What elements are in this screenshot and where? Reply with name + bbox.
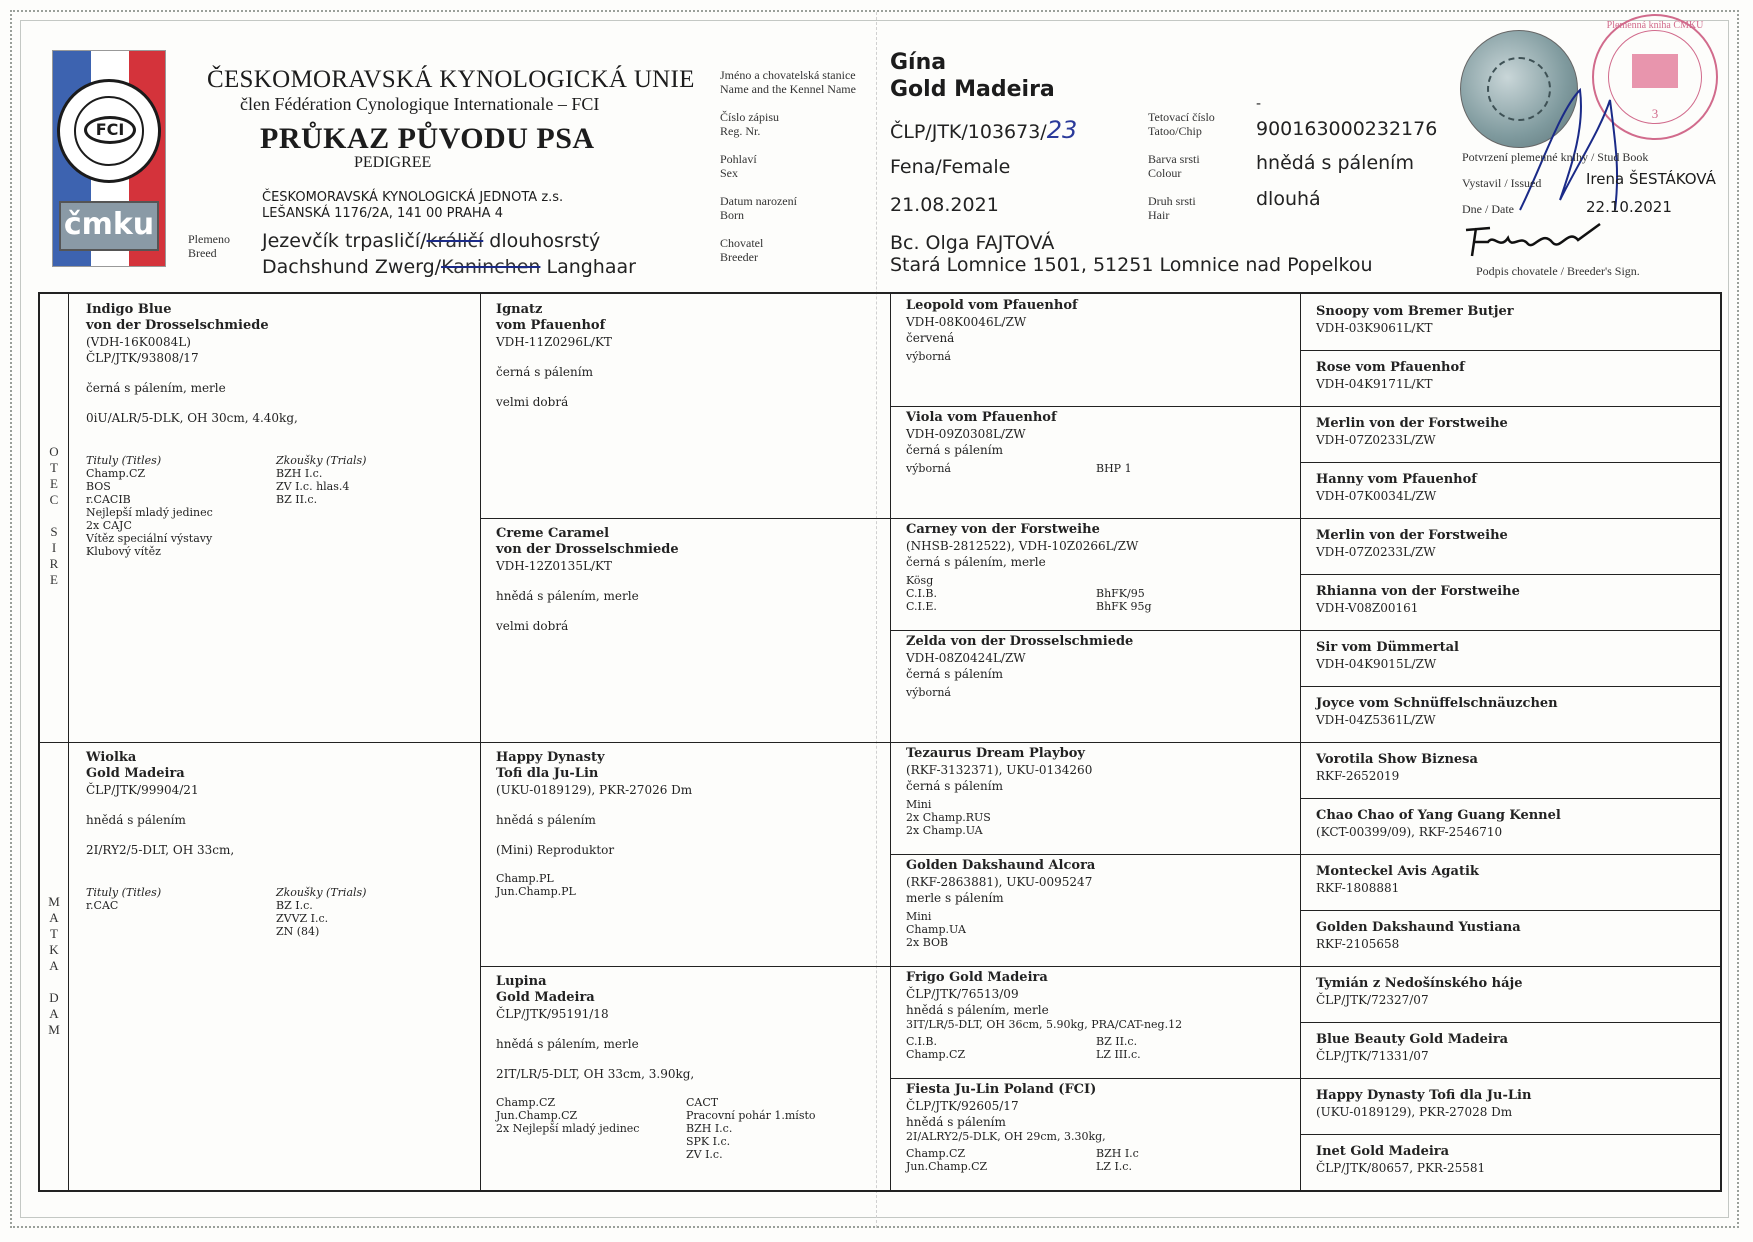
ancestor-name: Rhianna von der Forstweihe [1316, 584, 1520, 599]
award-item: 2x BOB [906, 936, 949, 949]
award-item: Klubový vítěz [86, 545, 161, 558]
hair-label: Druh srsti Hair [1148, 194, 1196, 222]
gen4-ancestor-cell [1316, 304, 1706, 336]
ancestor-colour: černá s pálením [496, 365, 593, 379]
award-item: BZH I.c. [686, 1122, 733, 1135]
great-grandparent-cell [906, 1082, 1286, 1173]
ancestor-info: červená [906, 331, 955, 345]
award-item: ZN (84) [276, 925, 320, 938]
spacer [496, 574, 876, 588]
award-item: ZV I.c. hlas.4 [276, 480, 350, 493]
side-letter: A [49, 1006, 59, 1021]
spacer [496, 1082, 876, 1096]
gen4-ancestor-cell [1316, 808, 1706, 840]
colour-label: Barva srsti Colour [1148, 152, 1200, 180]
side-letter: A [49, 958, 59, 973]
ancestor-rating: velmi dobrá [496, 395, 569, 409]
ancestor-reg: VDH-03K9061L/KT [1316, 321, 1433, 335]
ancestor-info: ČLP/JTK/92605/17 [906, 1099, 1019, 1113]
awards-left [906, 798, 1096, 837]
born-label: Datum narození Born [720, 194, 797, 222]
great-grandparent-cell [906, 522, 1286, 613]
awards-right [1096, 1035, 1286, 1061]
grandparent-cell [496, 974, 876, 1161]
award-item: BHP 1 [1096, 462, 1132, 475]
grandparent-cell [496, 750, 876, 898]
award-item: BhFK 95g [1096, 600, 1152, 613]
side-letter: D [49, 990, 59, 1005]
ancestor-reg: ČLP/JTK/95191/18 [496, 1007, 609, 1021]
ancestor-colour: hnědá s pálením, merle [496, 1037, 639, 1051]
breed-cz: Jezevčík trpasličí/králičí dlouhosrstý [262, 230, 601, 252]
date-value: 22.10.2021 [1586, 198, 1672, 216]
awards-left [906, 910, 1096, 949]
spacer [496, 380, 876, 394]
awards-right [1096, 910, 1286, 949]
sex-value: Fena/Female [890, 156, 1011, 178]
ancestor-colour: hnědá s pálením [496, 813, 596, 827]
awards-left [906, 1147, 1096, 1173]
award-item: Champ.CZ [906, 1147, 966, 1160]
ancestor-name: von der Drosselschmiede [496, 542, 679, 557]
side-letter: E [50, 476, 58, 491]
spacer [496, 858, 876, 872]
ancestor-name: Leopold vom Pfauenhof [906, 298, 1078, 313]
side-letter: O [49, 444, 59, 459]
side-letter [40, 974, 68, 990]
breeder-name: Bc. Olga FAJTOVÁ [890, 232, 1055, 254]
award-item: Mini [906, 798, 932, 811]
sire-side-label [40, 444, 68, 588]
ancestor-name: Monteckel Avis Agatik [1316, 864, 1479, 879]
side-letter: M [48, 894, 60, 909]
dam-cell: Wiolka Gold Madeira ČLP/JTK/99904/21 hnědá s pálením 2I/RY2/5-DLT, OH 33cm, Tituly (Titles) r.CAC Zkoušky (Trials) BZ I.c. ZVVZ I.c. ZN (84) [86, 750, 466, 938]
pedigree-table [38, 292, 1722, 1192]
gen4-ancestor-cell [1316, 864, 1706, 896]
spacer [496, 350, 876, 364]
ancestor-reg: (KCT-00399/09), RKF-2546710 [1316, 825, 1503, 839]
ancestor-awards [906, 1147, 1286, 1173]
awards-right [1096, 686, 1286, 699]
ancestor-reg: VDH-07Z0233L/ZW [1316, 433, 1436, 447]
gen4-ancestor-cell [1316, 752, 1706, 784]
award-item: C.I.B. [906, 587, 937, 600]
awards-left [906, 1035, 1096, 1061]
award-item: BOS [86, 480, 111, 493]
ancestor-awards [496, 1096, 876, 1161]
grandparent-cell [496, 302, 876, 410]
breeder-signature [1460, 220, 1620, 264]
award-item: BZ II.c. [276, 493, 318, 506]
award-item: C.I.E. [906, 600, 937, 613]
grandparent-cell [496, 526, 876, 634]
ancestor-awards [906, 574, 1286, 613]
breed-label: Plemeno Breed [188, 232, 230, 260]
side-letter: M [48, 1022, 60, 1037]
gen4-ancestor-cell [1316, 696, 1706, 728]
doc-subtitle: PEDIGREE [354, 154, 432, 171]
ancestor-name: Viola vom Pfauenhof [906, 410, 1057, 425]
chip-number: 900163000232176 [1256, 118, 1438, 140]
award-item: 2x CAJC [86, 519, 132, 532]
ancestor-awards [496, 872, 876, 898]
ancestor-name: Joyce vom Schnüffelschnäuzchen [1316, 696, 1558, 711]
award-item: Pracovní pohár 1.místo [686, 1109, 816, 1122]
great-grandparent-cell [906, 970, 1286, 1061]
ancestor-name: Fiesta Ju-Lin Poland (FCI) [906, 1082, 1097, 1097]
ancestor-name: Gold Madeira [496, 990, 595, 1005]
sex-label: Pohlaví Sex [720, 152, 757, 180]
ancestor-reg: VDH-07Z0233L/ZW [1316, 545, 1436, 559]
ancestor-name: Tofi dla Ju-Lin [496, 766, 599, 781]
ancestor-awards [906, 910, 1286, 949]
gen4-ancestor-cell [1316, 920, 1706, 952]
awards-right [1096, 462, 1286, 475]
ancestor-name: Tymián z Nedošínského háje [1316, 976, 1523, 991]
ancestor-name: Golden Dakshaund Alcora [906, 858, 1096, 873]
award-item: Nejlepší mladý jedinec [86, 506, 213, 519]
spacer [496, 828, 876, 842]
ancestor-reg: VDH-04K9015L/ZW [1316, 657, 1437, 671]
ancestor-reg: (UKU-0189129), PKR-27026 Dm [496, 783, 693, 797]
ancestor-info: ČLP/JTK/76513/09 [906, 987, 1019, 1001]
award-item: 2x Champ.UA [906, 824, 983, 837]
award-item: 2x Champ.RUS [906, 811, 991, 824]
ancestor-awards [906, 798, 1286, 837]
ancestor-reg: VDH-04K9171L/KT [1316, 377, 1433, 391]
spacer [496, 604, 876, 618]
ancestor-name: Rose vom Pfauenhof [1316, 360, 1465, 375]
awards-right [686, 1096, 876, 1161]
ancestor-info: VDH-08Z0424L/ZW [906, 651, 1026, 665]
award-item: Kösg [906, 574, 934, 587]
ancestor-rating: 2IT/LR/5-DLT, OH 33cm, 3.90kg, [496, 1067, 695, 1081]
ancestor-name: Carney von der Forstweihe [906, 522, 1100, 537]
award-item: Mini [906, 910, 932, 923]
award-item: Champ.PL [496, 872, 554, 885]
side-letter: C [49, 492, 59, 507]
award-item: r.CAC [86, 899, 119, 912]
ancestor-info: merle s pálením [906, 891, 1004, 905]
award-item: BZ II.c. [1096, 1035, 1138, 1048]
award-item: C.I.B. [906, 1035, 937, 1048]
awards-left [906, 686, 1096, 699]
breeder-label: Chovatel Breeder [720, 236, 764, 264]
awards-left [496, 1096, 686, 1161]
ancestor-reg: ČLP/JTK/71331/07 [1316, 1049, 1429, 1063]
ancestor-name: Sir vom Dümmertal [1316, 640, 1459, 655]
jednota-address: LEŠANSKÁ 1176/2A, 141 00 PRAHA 4 [262, 206, 503, 221]
cmku-logo: čmku [59, 201, 159, 251]
award-item: BZH I.c [1096, 1147, 1139, 1160]
breed-de: Dachshund Zwerg/Kaninchen Langhaar [262, 256, 636, 278]
ancestor-reg: (UKU-0189129), PKR-27028 Dm [1316, 1105, 1513, 1119]
award-item: výborná [906, 686, 951, 699]
award-item: BZ I.c. [276, 899, 313, 912]
ancestor-name: Inet Gold Madeira [1316, 1144, 1450, 1159]
ancestor-reg: RKF-1808881 [1316, 881, 1400, 895]
ancestor-name: Merlin von der Forstweihe [1316, 416, 1508, 431]
ancestor-rating: (Mini) Reproduktor [496, 843, 615, 857]
gen4-ancestor-cell [1316, 584, 1706, 616]
ancestor-name: Zelda von der Drosselschmiede [906, 634, 1134, 649]
side-letter [40, 508, 68, 524]
award-item [1096, 574, 1286, 587]
awards-left [906, 350, 1096, 363]
award-item: Jun.Champ.PL [496, 885, 576, 898]
award-item: 2x Nejlepší mladý jedinec [496, 1122, 640, 1135]
great-grandparent-cell [906, 858, 1286, 949]
side-letter: K [49, 942, 59, 957]
dog-kennel: Gold Madeira [890, 77, 1055, 102]
ancestor-info: černá s pálením [906, 779, 1003, 793]
awards-right [1096, 1147, 1286, 1173]
great-grandparent-cell [906, 634, 1286, 699]
ancestor-name: Vorotila Show Biznesa [1316, 752, 1478, 767]
ancestor-name: Happy Dynasty Tofi dla Ju-Lin [1316, 1088, 1532, 1103]
ancestor-info: hnědá s pálením, merle [906, 1003, 1049, 1017]
awards-right [1096, 350, 1286, 363]
ancestor-info: 2I/ALRY2/5-DLK, OH 29cm, 3.30kg, [906, 1130, 1106, 1143]
hair-value: dlouhá [1256, 188, 1321, 210]
award-item: Jun.Champ.CZ [906, 1160, 988, 1173]
dam-side-label [40, 894, 68, 1038]
gen4-ancestor-cell [1316, 1144, 1706, 1176]
name-label: Jméno a chovatelská stanice Name and the Kennel Name [720, 68, 856, 96]
award-item: Champ.UA [906, 923, 966, 936]
ancestor-name: Creme Caramel [496, 526, 610, 541]
spacer [496, 798, 876, 812]
award-item: Champ.CZ [496, 1096, 556, 1109]
awards-right [686, 872, 876, 898]
ancestor-info: (RKF-2863881), UKU-0095247 [906, 875, 1093, 889]
breeder-sign-label: Podpis chovatele / Breeder's Sign. [1476, 264, 1640, 278]
stud-book-stamp: Plemenná kniha ČMKU 3 [1592, 14, 1718, 140]
great-grandparent-cell [906, 746, 1286, 837]
ancestor-reg: VDH-V08Z00161 [1316, 601, 1419, 615]
ancestor-reg: ČLP/JTK/72327/07 [1316, 993, 1429, 1007]
ancestor-rating: velmi dobrá [496, 619, 569, 633]
date-label: Dne / Date [1462, 202, 1514, 216]
ancestor-name: Merlin von der Forstweihe [1316, 528, 1508, 543]
ancestor-info: černá s pálením [906, 667, 1003, 681]
fci-member: člen Fédération Cynologique Internationale – FCI [240, 94, 600, 114]
fci-emblem: FCI [57, 79, 161, 183]
ancestor-name: Lupina [496, 974, 547, 989]
ancestor-colour: hnědá s pálením, merle [496, 589, 639, 603]
jednota-name: ČESKOMORAVSKÁ KYNOLOGICKÁ JEDNOTA z.s. [262, 190, 564, 205]
side-letter: S [50, 524, 58, 539]
ancestor-info: VDH-09Z0308L/ZW [906, 427, 1026, 441]
ancestor-name: Golden Dakshaund Yustiana [1316, 920, 1521, 935]
ancestor-info: černá s pálením [906, 443, 1003, 457]
spacer [496, 1052, 876, 1066]
award-item: výborná [906, 462, 951, 475]
stud-book-confirm: Potvrzení plemenné knihy / Stud Book [1462, 150, 1649, 164]
side-letter: A [49, 910, 59, 925]
great-grandparent-cell [906, 298, 1286, 363]
ancestor-name: Tezaurus Dream Playboy [906, 746, 1085, 761]
colour-value: hnědá s pálením [1256, 152, 1414, 174]
ancestor-name: Chao Chao of Yang Guang Kennel [1316, 808, 1561, 823]
award-item: ZVVZ I.c. [276, 912, 329, 925]
ancestor-reg: RKF-2105658 [1316, 937, 1400, 951]
issued-value: Irena ŠESTÁKOVÁ [1586, 170, 1716, 188]
ancestor-info: VDH-08K0046L/ZW [906, 315, 1027, 329]
ancestor-info: hnědá s pálením [906, 1115, 1006, 1129]
ancestor-awards [906, 462, 1286, 475]
tattoo-label: Tetovací číslo Tatoo/Chip [1148, 110, 1215, 138]
side-letter: T [50, 460, 58, 475]
ancestor-name: Snoopy vom Bremer Butjer [1316, 304, 1514, 319]
ancestor-name: vom Pfauenhof [496, 318, 606, 333]
spacer [496, 1022, 876, 1036]
award-item: Champ.CZ [906, 1048, 966, 1061]
award-item: BhFK/95 [1096, 587, 1145, 600]
side-letter: T [50, 926, 58, 941]
side-letter: E [50, 572, 58, 587]
ancestor-info: (NHSB-2812522), VDH-10Z0266L/ZW [906, 539, 1139, 553]
gen4-ancestor-cell [1316, 416, 1706, 448]
awards-left [906, 574, 1096, 613]
reg-label: Číslo zápisu Reg. Nr. [720, 110, 779, 138]
breeder-address: Stará Lomnice 1501, 51251 Lomnice nad Popelkou [890, 254, 1373, 276]
born-value: 21.08.2021 [890, 194, 999, 216]
gen4-ancestor-cell [1316, 472, 1706, 504]
ancestor-name: Blue Beauty Gold Madeira [1316, 1032, 1509, 1047]
sire-cell: Indigo Blue von der Drosselschmiede (VDH-16K0084L) ČLP/JTK/93808/17 černá s pálením, merle 0iU/ALR/5-DLK, OH 30cm, 4.40kg, Tituly (Titles) Champ.CZ BOS r.CACIB Nejlepší mladý jedinec 2x CAJC Vítěz speciální výstavy Klubový vítěz Zkoušky (Trials) BZH I.c. ZV I.c. hlas.4 BZ II.c. [86, 302, 466, 558]
ancestor-name: Hanny vom Pfauenhof [1316, 472, 1477, 487]
ancestor-info: (RKF-3132371), UKU-0134260 [906, 763, 1093, 777]
ancestor-info: 3IT/LR/5-DLT, OH 36cm, 5.90kg, PRA/CAT-neg.12 [906, 1018, 1183, 1031]
award-item: Jun.Champ.CZ [496, 1109, 578, 1122]
ancestor-name: Happy Dynasty [496, 750, 605, 765]
awards-right [1096, 798, 1286, 837]
ancestor-awards [906, 1035, 1286, 1061]
gen4-ancestor-cell [1316, 528, 1706, 560]
great-grandparent-cell [906, 410, 1286, 475]
award-item: r.CACIB [86, 493, 131, 506]
gen4-ancestor-cell [1316, 976, 1706, 1008]
tattoo-dash: - [1256, 96, 1262, 112]
ancestor-reg: ČLP/JTK/80657, PKR-25581 [1316, 1161, 1486, 1175]
awards-right [1096, 574, 1286, 613]
award-item: výborná [906, 350, 951, 363]
award-item: Champ.CZ [86, 467, 146, 480]
ancestor-name: Ignatz [496, 302, 543, 317]
ancestor-awards [906, 686, 1286, 699]
issued-label: Vystavil / Issued [1462, 176, 1542, 190]
side-letter: I [51, 540, 57, 555]
gen4-ancestor-cell [1316, 640, 1706, 672]
fci-cmku-logo [52, 50, 166, 267]
gen4-ancestor-cell [1316, 1088, 1706, 1120]
award-item: LZ I.c. [1096, 1160, 1132, 1173]
award-item: BZH I.c. [276, 467, 323, 480]
awards-left [906, 462, 1096, 475]
ancestor-reg: VDH-04Z5361L/ZW [1316, 713, 1436, 727]
dog-name: Gína [890, 50, 947, 75]
ancestor-info: černá s pálením, merle [906, 555, 1046, 569]
award-item: LZ III.c. [1096, 1048, 1141, 1061]
award-item: Vítěz speciální výstavy [86, 532, 213, 545]
ancestor-reg: VDH-12Z0135L/KT [496, 559, 612, 573]
award-item: CACT [686, 1096, 719, 1109]
side-letter: R [49, 556, 59, 571]
ancestor-reg: RKF-2652019 [1316, 769, 1400, 783]
org-name: ČESKOMORAVSKÁ KYNOLOGICKÁ UNIE [207, 66, 695, 93]
gen4-ancestor-cell [1316, 360, 1706, 392]
doc-title: PRŮKAZ PŮVODU PSA [260, 122, 595, 155]
ancestor-reg: VDH-07K0034L/ZW [1316, 489, 1437, 503]
ancestor-awards [906, 350, 1286, 363]
gen4-ancestor-cell [1316, 1032, 1706, 1064]
awards-left [496, 872, 686, 898]
reg-number: ČLP/JTK/103673/23 [890, 116, 1078, 144]
ancestor-name: Frigo Gold Madeira [906, 970, 1048, 985]
ancestor-reg: VDH-11Z0296L/KT [496, 335, 612, 349]
award-item: ZV I.c. [686, 1148, 723, 1161]
award-item: SPK I.c. [686, 1135, 731, 1148]
